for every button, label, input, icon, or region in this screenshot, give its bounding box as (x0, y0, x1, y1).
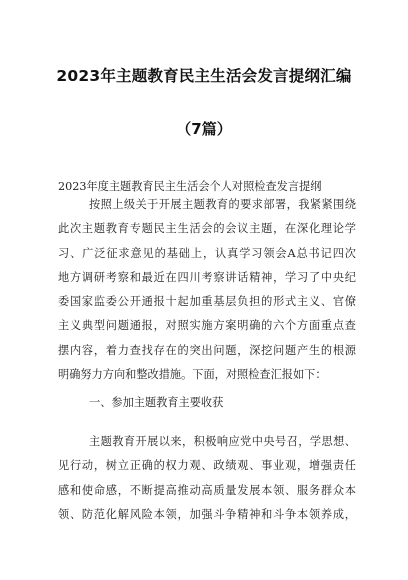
paragraph-line: 感和使命感，不断提高推动高质量发展本领、服务群众本 (58, 483, 356, 497)
document-title: 2023年主题教育民主生活会发言提纲汇编 (56, 67, 352, 85)
paragraph-line: 领、防范化解风险本领，加强斗争精神和斗争本领养成， (58, 507, 356, 521)
paragraph-line: 明确努力方向和整改措施。下面，对照检查汇报如下： (58, 368, 327, 382)
section-heading: 2023年度主题教育民主生活会个人对照检查发言提纲 (58, 180, 322, 193)
paragraph-gains (58, 430, 356, 527)
paragraph-line: 按照上级关于开展主题教育的要求部署，我紧紧围绕 (89, 198, 356, 211)
subsection-heading: 一、参加主题教育主要收获 (89, 396, 224, 409)
paragraph-line: 习、广泛征求意见的基础上，认真学习领会A总书记四次 (58, 246, 356, 260)
paragraph-line: 主题教育开展以来，积极响应党中央号召，学思想、 (89, 435, 356, 448)
document-subtitle: （7篇） (176, 120, 232, 138)
paragraph-intro (58, 193, 356, 387)
paragraph-line: 地方调研考察和最近在四川考察讲话精神，学习了中央纪 (58, 270, 356, 284)
paragraph-line: 此次主题教育专题民主生活会的会议主题，在深化理论学 (58, 222, 356, 236)
paragraph-line: 主义典型问题通报，对照实施方案明确的六个方面重点查 (58, 319, 356, 333)
paragraph-line: 见行动，树立正确的权力观、政绩观、事业观，增强责任 (58, 459, 356, 473)
paragraph-line: 委国家监委公开通报十起加重基层负担的形式主义、官僚 (58, 295, 356, 309)
paragraph-line: 摆内容，着力查找存在的突出问题，深挖问题产生的根源 (58, 343, 356, 357)
